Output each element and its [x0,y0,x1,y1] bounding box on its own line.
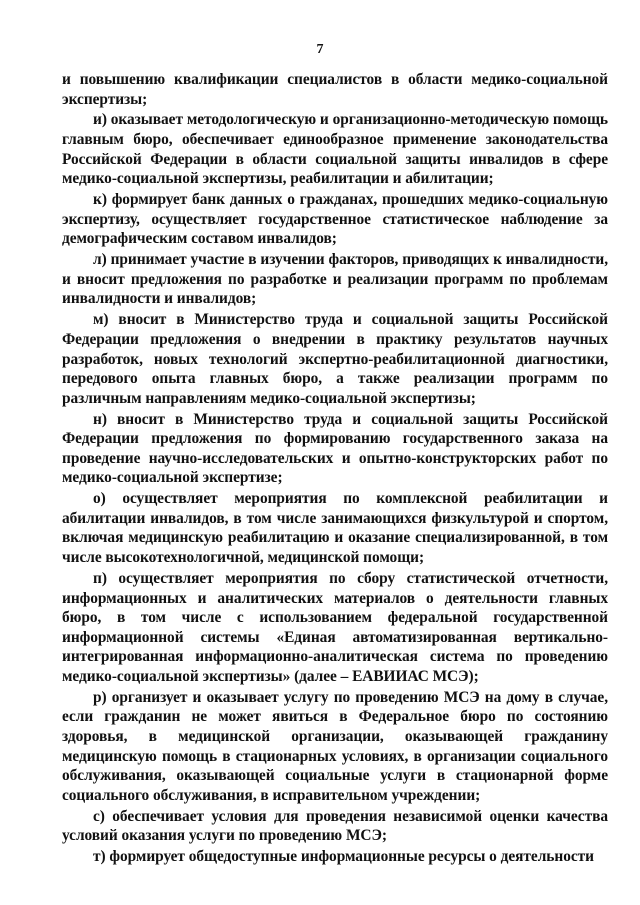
paragraph-item-r: р) организует и оказывает услугу по проведению МСЭ на дому в случае, если гражданин не может явиться в Федеральное бюро по состоянию здоровья, в медицинской организации, оказывающей гражданину медицинскую помощь в стационарных условиях, в организации социального обслуживания, оказывающей социальные услуги в стационарной форме социального обслуживания, в исправительном учреждении; [62,688,608,804]
page-number: 7 [316,42,324,57]
paragraph-item-k: к) формирует банк данных о гражданах, прошедших медико-социальную экспертизу, осуществляет государственное статистическое наблюдение за демографическим составом инвалидов; [62,191,608,248]
paragraph-item-p: п) осуществляет мероприятия по сбору статистической отчетности, информационных и аналитических материалов о деятельности главных бюро, в том числе с использованием федеральной государственной информационной системы «Единая автоматизированная вертикально-интегрированная информационно-аналитическая система по проведению медико-социальной экспертизы» (далее – ЕАВИИАС МСЭ); [62,569,608,685]
paragraph-item-o: о) осуществляет мероприятия по комплексной реабилитации и абилитации инвалидов, в том числе занимающихся физкультурой и спортом, включая медицинскую реабилитацию и оказание специализированной, в том числе высокотехнологичной, медицинской помощи; [62,490,608,567]
paragraph-item-s: с) обеспечивает условия для проведения независимой оценки качества условий оказания услуги по проведению МСЭ; [62,807,608,845]
paragraph-item-n: н) вносит в Министерство труда и социальной защиты Российской Федерации предложения по формированию государственного заказа на проведение научно-исследовательских и опытно-конструкторских работ по медико-социальной экспертизе; [62,410,608,487]
paragraph-continuation: и повышению квалификации специалистов в области медико-социальной экспертизы; [62,71,608,108]
paragraph-item-t: т) формирует общедоступные информационные ресурсы о деятельности [93,848,594,866]
document-body [62,70,608,868]
paragraph-item-i: и) оказывает методологическую и организационно-методическую помощь главным бюро, обеспечивает единообразное применение законодательства Российской Федерации в области социальной защиты инвалидов в сфере медико-социальной экспертизы, реабилитации и абилитации; [62,111,608,188]
paragraph-item-m: м) вносит в Министерство труда и социальной защиты Российской Федерации предложения о внедрении в практику результатов научных разработок, новых технологий экспертно-реабилитационной диагностики, передового опыта главных бюро, а также реализации программ по различным направлениям медико-социальной экспертизы; [62,311,608,407]
paragraph-item-l: л) принимает участие в изучении факторов, приводящих к инвалидности, и вносит предложения по разработке и реализации программ по проблемам инвалидности и инвалидов; [62,251,608,308]
